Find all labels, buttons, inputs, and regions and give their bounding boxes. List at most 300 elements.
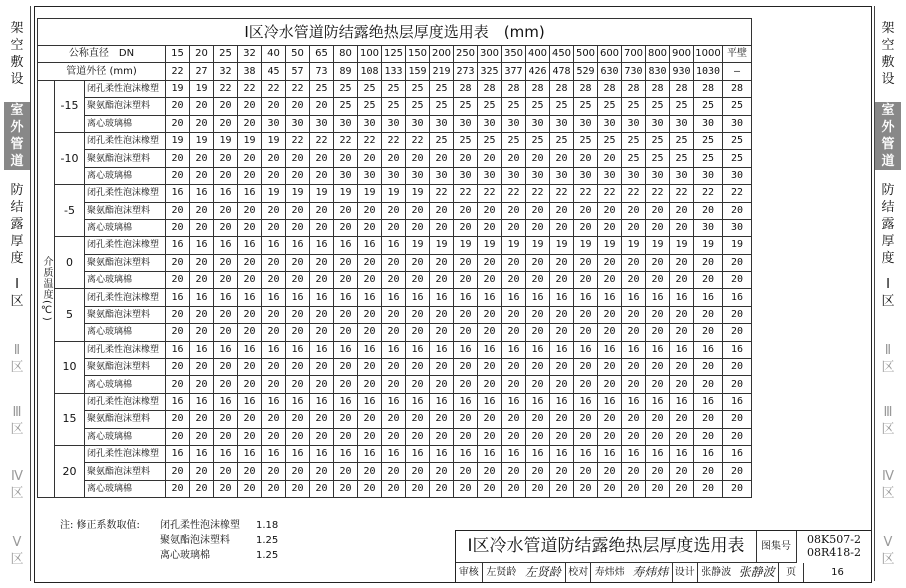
thickness-cell: 20 bbox=[598, 150, 622, 167]
table-row bbox=[38, 115, 752, 132]
thickness-cell: 30 bbox=[406, 167, 430, 184]
thickness-cell: 30 bbox=[694, 167, 723, 184]
thickness-cell: 20 bbox=[646, 254, 670, 271]
thickness-cell: 20 bbox=[382, 411, 406, 428]
thickness-cell: 20 bbox=[166, 463, 190, 480]
thickness-cell: 20 bbox=[166, 428, 190, 445]
thickness-cell: 20 bbox=[526, 463, 550, 480]
thickness-cell: 22 bbox=[430, 185, 454, 202]
temperature-axis-label: 介质温度(℃) bbox=[38, 80, 55, 497]
thickness-cell: 16 bbox=[166, 393, 190, 410]
dn-cell: 40 bbox=[262, 46, 286, 63]
thickness-cell: 20 bbox=[166, 411, 190, 428]
thickness-cell: 16 bbox=[334, 393, 358, 410]
thickness-cell: 25 bbox=[723, 98, 752, 115]
material-cell: 聚氨酯泡沫塑料 bbox=[85, 98, 166, 115]
dn-cell: 25 bbox=[214, 46, 238, 63]
thickness-cell: 20 bbox=[526, 150, 550, 167]
dn-cell: 500 bbox=[574, 46, 598, 63]
thickness-cell: 20 bbox=[334, 411, 358, 428]
thickness-cell: 20 bbox=[478, 359, 502, 376]
index-tab: Ⅰ 区 bbox=[881, 277, 895, 309]
thickness-cell: 20 bbox=[166, 202, 190, 219]
thickness-cell: 20 bbox=[286, 480, 310, 497]
thickness-cell: 20 bbox=[478, 254, 502, 271]
thickness-cell: 19 bbox=[286, 185, 310, 202]
thickness-cell: 20 bbox=[382, 480, 406, 497]
thickness-cell: 16 bbox=[622, 393, 646, 410]
thickness-cell: 20 bbox=[694, 254, 723, 271]
thickness-cell: 16 bbox=[382, 289, 406, 306]
thickness-cell: 28 bbox=[622, 80, 646, 97]
thickness-cell: 30 bbox=[454, 167, 478, 184]
thickness-cell: 20 bbox=[502, 324, 526, 341]
od-cell: 219 bbox=[430, 63, 454, 80]
thickness-cell: 20 bbox=[358, 480, 382, 497]
thickness-cell: 16 bbox=[454, 341, 478, 358]
thickness-cell: 19 bbox=[166, 80, 190, 97]
thickness-cell: 19 bbox=[262, 132, 286, 149]
thickness-cell: 22 bbox=[646, 185, 670, 202]
table-row bbox=[38, 428, 752, 445]
material-cell: 闭孔柔性泡沫橡塑 bbox=[85, 237, 166, 254]
thickness-cell: 16 bbox=[358, 289, 382, 306]
thickness-cell: 20 bbox=[646, 411, 670, 428]
thickness-cell: 20 bbox=[430, 411, 454, 428]
thickness-cell: 20 bbox=[430, 359, 454, 376]
thickness-cell: 20 bbox=[262, 480, 286, 497]
thickness-cell: 20 bbox=[406, 463, 430, 480]
thickness-cell: 16 bbox=[406, 341, 430, 358]
thickness-cell: 20 bbox=[166, 272, 190, 289]
thickness-cell: 20 bbox=[723, 359, 752, 376]
thickness-cell: 25 bbox=[334, 98, 358, 115]
od-cell: 133 bbox=[382, 63, 406, 80]
note-value: 1.25 bbox=[256, 535, 279, 546]
thickness-cell: 30 bbox=[310, 115, 334, 132]
thickness-cell: 20 bbox=[526, 272, 550, 289]
thickness-cell: 20 bbox=[598, 254, 622, 271]
thickness-cell: 16 bbox=[190, 341, 214, 358]
thickness-cell: 16 bbox=[286, 393, 310, 410]
thickness-cell: 20 bbox=[550, 463, 574, 480]
thickness-cell: 20 bbox=[550, 219, 574, 236]
thickness-cell: 30 bbox=[502, 167, 526, 184]
thickness-cell: 16 bbox=[454, 393, 478, 410]
thickness-cell: 20 bbox=[310, 306, 334, 323]
thickness-cell: 20 bbox=[190, 359, 214, 376]
thickness-cell: 16 bbox=[334, 445, 358, 462]
thickness-cell: 28 bbox=[670, 80, 694, 97]
thickness-cell: 30 bbox=[262, 115, 286, 132]
material-cell: 离心玻璃棉 bbox=[85, 480, 166, 497]
thickness-cell: 19 bbox=[358, 185, 382, 202]
od-cell: 930 bbox=[670, 63, 694, 80]
thickness-cell: 28 bbox=[574, 80, 598, 97]
thickness-cell: 16 bbox=[190, 237, 214, 254]
thickness-cell: 16 bbox=[454, 445, 478, 462]
material-cell: 闭孔柔性泡沫橡塑 bbox=[85, 393, 166, 410]
index-tab: 防 结 露 厚 度 bbox=[881, 183, 895, 266]
thickness-cell: 20 bbox=[190, 254, 214, 271]
dn-cell: 400 bbox=[526, 46, 550, 63]
thickness-cell: 20 bbox=[190, 150, 214, 167]
thickness-cell: 20 bbox=[286, 359, 310, 376]
thickness-cell: 20 bbox=[478, 324, 502, 341]
thickness-cell: 20 bbox=[238, 98, 262, 115]
thickness-cell: 20 bbox=[454, 272, 478, 289]
thickness-cell: 20 bbox=[406, 376, 430, 393]
thickness-cell: 20 bbox=[286, 463, 310, 480]
thickness-cell: 20 bbox=[598, 411, 622, 428]
thickness-cell: 16 bbox=[262, 341, 286, 358]
thickness-cell: 16 bbox=[646, 445, 670, 462]
od-cell: 325 bbox=[478, 63, 502, 80]
thickness-cell: 16 bbox=[286, 237, 310, 254]
thickness-cell: 20 bbox=[574, 150, 598, 167]
thickness-cell: 16 bbox=[478, 445, 502, 462]
thickness-cell: 30 bbox=[598, 167, 622, 184]
thickness-cell: 16 bbox=[310, 289, 334, 306]
thickness-cell: 16 bbox=[550, 393, 574, 410]
thickness-cell: 20 bbox=[478, 202, 502, 219]
thickness-cell: 20 bbox=[550, 254, 574, 271]
thickness-cell: 20 bbox=[550, 359, 574, 376]
thickness-cell: 19 bbox=[238, 132, 262, 149]
material-cell: 闭孔柔性泡沫橡塑 bbox=[85, 80, 166, 97]
thickness-cell: 16 bbox=[310, 445, 334, 462]
thickness-cell: 20 bbox=[334, 480, 358, 497]
thickness-cell: 20 bbox=[622, 359, 646, 376]
thickness-cell: 16 bbox=[622, 341, 646, 358]
thickness-cell: 22 bbox=[406, 132, 430, 149]
thickness-cell: 20 bbox=[310, 411, 334, 428]
thickness-cell: 16 bbox=[214, 289, 238, 306]
review-label: 审核 bbox=[456, 563, 483, 582]
thickness-cell: 16 bbox=[358, 341, 382, 358]
table-row bbox=[38, 393, 752, 410]
thickness-cell: 16 bbox=[670, 445, 694, 462]
thickness-cell: 16 bbox=[670, 341, 694, 358]
thickness-cell: 20 bbox=[526, 376, 550, 393]
thickness-cell: 16 bbox=[550, 445, 574, 462]
thickness-cell: 16 bbox=[334, 341, 358, 358]
thickness-cell: 16 bbox=[382, 341, 406, 358]
index-tab: 室 外 管 道 bbox=[4, 102, 30, 170]
material-cell: 离心玻璃棉 bbox=[85, 115, 166, 132]
thickness-cell: 20 bbox=[723, 324, 752, 341]
thickness-cell: 16 bbox=[166, 289, 190, 306]
thickness-cell: 16 bbox=[502, 445, 526, 462]
thickness-cell: 20 bbox=[646, 202, 670, 219]
thickness-cell: 20 bbox=[406, 272, 430, 289]
checker-signature: 寿炜炜 bbox=[629, 563, 673, 582]
title-block bbox=[455, 530, 871, 582]
thickness-cell: 25 bbox=[670, 150, 694, 167]
thickness-cell: 20 bbox=[598, 376, 622, 393]
thickness-cell: 16 bbox=[286, 445, 310, 462]
thickness-cell: 20 bbox=[310, 98, 334, 115]
thickness-cell: 20 bbox=[190, 480, 214, 497]
thickness-cell: 20 bbox=[670, 376, 694, 393]
thickness-cell: 25 bbox=[670, 132, 694, 149]
thickness-cell: 20 bbox=[550, 411, 574, 428]
thickness-cell: 20 bbox=[382, 272, 406, 289]
thickness-cell: 20 bbox=[310, 167, 334, 184]
dn-cell: 80 bbox=[334, 46, 358, 63]
thickness-cell: 20 bbox=[406, 202, 430, 219]
thickness-cell: 16 bbox=[238, 185, 262, 202]
thickness-cell: 20 bbox=[286, 98, 310, 115]
thickness-cell: 30 bbox=[622, 167, 646, 184]
index-tab: 防 结 露 厚 度 bbox=[10, 183, 24, 266]
atlas-number-2: 08R418-2 bbox=[807, 546, 861, 559]
thickness-cell: 20 bbox=[166, 150, 190, 167]
material-cell: 聚氨酯泡沫塑料 bbox=[85, 306, 166, 323]
thickness-cell: 20 bbox=[382, 219, 406, 236]
thickness-cell: 20 bbox=[670, 272, 694, 289]
thickness-cell: 20 bbox=[526, 219, 550, 236]
thickness-cell: 25 bbox=[334, 80, 358, 97]
thickness-cell: 20 bbox=[694, 376, 723, 393]
thickness-cell: 16 bbox=[214, 185, 238, 202]
thickness-cell: 22 bbox=[622, 185, 646, 202]
dn-cell: 50 bbox=[286, 46, 310, 63]
thickness-cell: 20 bbox=[238, 376, 262, 393]
thickness-cell: 22 bbox=[598, 185, 622, 202]
thickness-cell: 20 bbox=[334, 272, 358, 289]
thickness-cell: 25 bbox=[454, 98, 478, 115]
thickness-cell: 20 bbox=[550, 306, 574, 323]
od-cell: 38 bbox=[238, 63, 262, 80]
thickness-cell: 25 bbox=[622, 98, 646, 115]
material-cell: 离心玻璃棉 bbox=[85, 272, 166, 289]
index-tab: Ⅱ 区 bbox=[881, 343, 895, 375]
thickness-cell: 20 bbox=[238, 480, 262, 497]
thickness-cell: 20 bbox=[550, 150, 574, 167]
thickness-cell: 20 bbox=[358, 306, 382, 323]
thickness-cell: 20 bbox=[646, 428, 670, 445]
thickness-cell: 20 bbox=[646, 306, 670, 323]
table-row bbox=[38, 445, 752, 462]
left-index-tabs bbox=[4, 6, 31, 581]
thickness-cell: 22 bbox=[382, 132, 406, 149]
thickness-cell: 22 bbox=[358, 132, 382, 149]
thickness-cell: 16 bbox=[430, 341, 454, 358]
thickness-cell: 20 bbox=[190, 411, 214, 428]
thickness-cell: 20 bbox=[670, 219, 694, 236]
index-tab: Ⅲ 区 bbox=[881, 405, 895, 437]
thickness-cell: 20 bbox=[646, 324, 670, 341]
thickness-cell: 25 bbox=[622, 150, 646, 167]
thickness-cell: 20 bbox=[622, 463, 646, 480]
thickness-cell: 16 bbox=[310, 341, 334, 358]
thickness-cell: 20 bbox=[598, 463, 622, 480]
thickness-cell: 20 bbox=[334, 254, 358, 271]
table-title: Ⅰ区冷水管道防结露绝热层厚度选用表 (mm) bbox=[38, 19, 752, 46]
thickness-cell: 30 bbox=[406, 115, 430, 132]
thickness-cell: 20 bbox=[598, 428, 622, 445]
thickness-cell: 25 bbox=[622, 132, 646, 149]
thickness-cell: 20 bbox=[670, 202, 694, 219]
thickness-cell: 25 bbox=[550, 98, 574, 115]
thickness-cell: 20 bbox=[622, 254, 646, 271]
table-row bbox=[38, 254, 752, 271]
note-material: 闭孔柔性泡沫橡塑 bbox=[160, 520, 240, 531]
table-row bbox=[38, 480, 752, 497]
thickness-cell: 20 bbox=[238, 324, 262, 341]
thickness-cell: 20 bbox=[526, 480, 550, 497]
table-row bbox=[38, 202, 752, 219]
thickness-cell: 28 bbox=[526, 80, 550, 97]
thickness-cell: 30 bbox=[598, 115, 622, 132]
thickness-cell: 20 bbox=[502, 428, 526, 445]
thickness-cell: 20 bbox=[358, 376, 382, 393]
thickness-cell: 20 bbox=[382, 324, 406, 341]
thickness-cell: 20 bbox=[382, 306, 406, 323]
thickness-cell: 20 bbox=[310, 324, 334, 341]
od-header: 管道外径 (mm) bbox=[38, 63, 166, 80]
thickness-cell: 25 bbox=[358, 98, 382, 115]
table-row bbox=[38, 376, 752, 393]
table-row bbox=[38, 150, 752, 167]
table-row bbox=[38, 272, 752, 289]
thickness-cell: 20 bbox=[406, 254, 430, 271]
thickness-cell: 20 bbox=[262, 219, 286, 236]
thickness-cell: 20 bbox=[550, 480, 574, 497]
thickness-cell: 28 bbox=[478, 80, 502, 97]
thickness-cell: 20 bbox=[694, 428, 723, 445]
thickness-cell: 20 bbox=[310, 150, 334, 167]
thickness-cell: 30 bbox=[646, 115, 670, 132]
thickness-cell: 16 bbox=[406, 445, 430, 462]
thickness-cell: 20 bbox=[723, 463, 752, 480]
thickness-cell: 20 bbox=[430, 428, 454, 445]
thickness-cell: 20 bbox=[358, 428, 382, 445]
check-label: 校对 bbox=[566, 563, 591, 582]
thickness-cell: 25 bbox=[723, 150, 752, 167]
thickness-cell: 25 bbox=[382, 80, 406, 97]
temperature-cell: -10 bbox=[55, 132, 85, 184]
thickness-cell: 20 bbox=[550, 324, 574, 341]
thickness-cell: 20 bbox=[454, 254, 478, 271]
thickness-cell: 19 bbox=[622, 237, 646, 254]
thickness-cell: 30 bbox=[334, 167, 358, 184]
thickness-cell: 16 bbox=[214, 445, 238, 462]
thickness-cell: 20 bbox=[502, 306, 526, 323]
thickness-cell: 20 bbox=[286, 324, 310, 341]
index-tab: Ⅲ 区 bbox=[10, 405, 24, 437]
thickness-cell: 20 bbox=[574, 219, 598, 236]
thickness-cell: 19 bbox=[190, 80, 214, 97]
thickness-cell: 20 bbox=[382, 428, 406, 445]
thickness-cell: 20 bbox=[334, 202, 358, 219]
thickness-cell: 20 bbox=[214, 376, 238, 393]
thickness-cell: 20 bbox=[526, 202, 550, 219]
thickness-cell: 20 bbox=[670, 480, 694, 497]
thickness-cell: 20 bbox=[262, 254, 286, 271]
design-label: 设计 bbox=[673, 563, 698, 582]
thickness-cell: 20 bbox=[723, 480, 752, 497]
thickness-cell: 20 bbox=[334, 219, 358, 236]
thickness-cell: 25 bbox=[574, 132, 598, 149]
thickness-cell: 20 bbox=[670, 254, 694, 271]
thickness-cell: 20 bbox=[646, 480, 670, 497]
thickness-cell: 19 bbox=[190, 132, 214, 149]
thickness-cell: 16 bbox=[670, 289, 694, 306]
thickness-cell: 20 bbox=[598, 359, 622, 376]
od-cell: 32 bbox=[214, 63, 238, 80]
table-row bbox=[38, 185, 752, 202]
thickness-cell: 20 bbox=[190, 306, 214, 323]
temperature-cell: -15 bbox=[55, 80, 85, 132]
thickness-cell: 19 bbox=[262, 185, 286, 202]
thickness-cell: 20 bbox=[694, 272, 723, 289]
thickness-cell: 30 bbox=[694, 219, 723, 236]
thickness-cell: 20 bbox=[574, 359, 598, 376]
thickness-cell: 20 bbox=[238, 411, 262, 428]
thickness-cell: 20 bbox=[262, 411, 286, 428]
thickness-cell: 16 bbox=[214, 393, 238, 410]
thickness-cell: 20 bbox=[166, 254, 190, 271]
table-row bbox=[38, 359, 752, 376]
od-cell: 22 bbox=[166, 63, 190, 80]
reviewer-name: 左贤龄 bbox=[486, 567, 517, 578]
thickness-cell: 16 bbox=[310, 237, 334, 254]
thickness-cell: 28 bbox=[694, 80, 723, 97]
thickness-cell: 16 bbox=[598, 393, 622, 410]
index-tab: Ⅴ 区 bbox=[10, 535, 24, 567]
thickness-cell: 20 bbox=[166, 167, 190, 184]
thickness-cell: 20 bbox=[502, 480, 526, 497]
thickness-cell: 20 bbox=[454, 359, 478, 376]
thickness-cell: 20 bbox=[238, 219, 262, 236]
material-cell: 聚氨酯泡沫塑料 bbox=[85, 411, 166, 428]
thickness-cell: 25 bbox=[694, 98, 723, 115]
thickness-cell: 20 bbox=[694, 306, 723, 323]
od-cell: 89 bbox=[334, 63, 358, 80]
thickness-cell: 20 bbox=[454, 150, 478, 167]
thickness-cell: 20 bbox=[214, 428, 238, 445]
thickness-cell: 16 bbox=[238, 393, 262, 410]
thickness-cell: 20 bbox=[358, 463, 382, 480]
thickness-cell: 16 bbox=[622, 289, 646, 306]
thickness-cell: 20 bbox=[694, 359, 723, 376]
thickness-cell: 16 bbox=[478, 341, 502, 358]
thickness-cell: 20 bbox=[286, 202, 310, 219]
atlas-label: 图集号 bbox=[756, 531, 797, 563]
thickness-cell: 20 bbox=[694, 480, 723, 497]
thickness-cell: 20 bbox=[238, 428, 262, 445]
thickness-cell: 16 bbox=[430, 289, 454, 306]
thickness-cell: 20 bbox=[310, 219, 334, 236]
thickness-cell: 20 bbox=[502, 272, 526, 289]
thickness-cell: 20 bbox=[358, 411, 382, 428]
thickness-cell: 20 bbox=[454, 463, 478, 480]
thickness-cell: 20 bbox=[502, 376, 526, 393]
thickness-cell: 16 bbox=[214, 341, 238, 358]
thickness-cell: 20 bbox=[670, 411, 694, 428]
thickness-cell: 28 bbox=[454, 80, 478, 97]
thickness-cell: 16 bbox=[598, 341, 622, 358]
thickness-cell: 20 bbox=[574, 324, 598, 341]
thickness-cell: 16 bbox=[598, 445, 622, 462]
thickness-cell: 20 bbox=[286, 376, 310, 393]
thickness-cell: 16 bbox=[646, 393, 670, 410]
thickness-cell: 20 bbox=[670, 428, 694, 445]
table-row bbox=[38, 219, 752, 236]
thickness-cell: 20 bbox=[238, 272, 262, 289]
